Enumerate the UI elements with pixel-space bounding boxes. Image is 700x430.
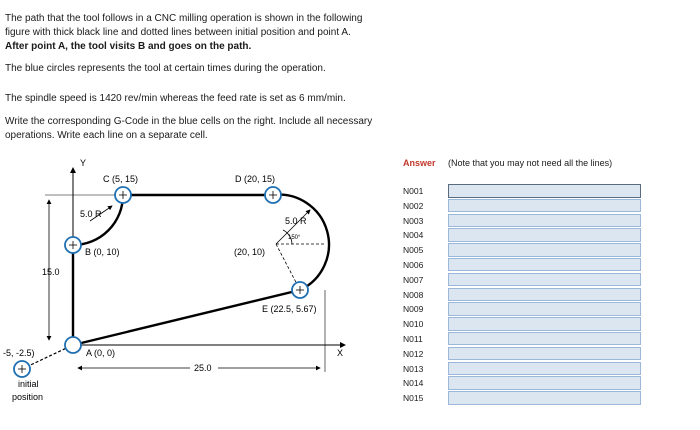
line-number: N005 (403, 245, 424, 256)
answer-cell[interactable] (448, 199, 641, 213)
answer-row (403, 273, 643, 288)
answer-cell[interactable] (448, 273, 641, 287)
line-number: N007 (403, 274, 424, 285)
instruction-line-4: The blue circles represents the tool at certain times during the operation. (5, 63, 326, 74)
point-c-label: C (5, 15) (103, 174, 139, 184)
instruction-line-3: After point A, the tool visits B and goes on the path. (5, 41, 252, 52)
radius-left-label: 5.0 R (80, 209, 102, 219)
line-number: N010 (403, 319, 424, 330)
answer-cell[interactable] (448, 376, 641, 390)
line-number: N001 (403, 186, 424, 196)
width-dimension-label: 25.0 (194, 363, 212, 373)
answer-cell[interactable] (448, 302, 641, 316)
answer-cell[interactable] (448, 228, 641, 242)
answer-cell[interactable] (448, 184, 641, 198)
line-number: N012 (403, 348, 424, 359)
center-point-label: (20, 10) (234, 247, 266, 257)
answer-row (403, 376, 643, 391)
answer-row (403, 332, 643, 347)
y-axis-label: Y (80, 158, 87, 168)
position-label: position (12, 392, 44, 402)
answer-row (403, 199, 643, 214)
answer-cell[interactable] (448, 243, 641, 257)
instruction-line-1: The path that the tool follows in a CNC milling operation is shown in the following (5, 13, 363, 24)
line-number: N004 (403, 230, 424, 241)
instruction-line-2: figure with thick black line and dotted lines between initial position and point A. (5, 27, 351, 38)
answer-label: Answer (403, 158, 436, 168)
line-number: N014 (403, 378, 424, 389)
line-number: N006 (403, 259, 424, 270)
answer-cell[interactable] (448, 347, 641, 361)
answer-row (403, 243, 643, 258)
line-number: N002 (403, 200, 424, 211)
answer-cell[interactable] (448, 214, 641, 228)
answer-row (403, 317, 643, 332)
instruction-line-7: operations. Write each line on a separate cell. (5, 130, 208, 141)
x-axis-label: X (337, 348, 344, 358)
answer-row (403, 184, 643, 199)
line-number: N013 (403, 363, 424, 374)
answer-cell[interactable] (448, 332, 641, 346)
answer-cell[interactable] (448, 391, 641, 405)
answer-cell[interactable] (448, 362, 641, 376)
answer-header (403, 158, 612, 168)
instruction-line-6: Write the corresponding G-Code in the blue cells on the right. Include all necessary (5, 116, 373, 127)
height-dimension-label: 15.0 (42, 267, 60, 277)
instruction-line-5: The spindle speed is 1420 rev/min whereas the feed rate is set as 6 mm/min. (5, 93, 346, 104)
initial-label: initial (18, 379, 39, 389)
answer-row (403, 258, 643, 273)
line-number: N008 (403, 289, 424, 300)
answer-row (403, 302, 643, 317)
initial-point-label: -5, -2.5) (3, 348, 35, 358)
point-a-label: A (0, 0) (86, 348, 116, 358)
answer-row (403, 391, 643, 406)
line-number: N003 (403, 215, 424, 226)
answer-row (403, 362, 643, 377)
answer-row (403, 228, 643, 243)
point-e-label: E (22.5, 5.67) (262, 304, 317, 314)
answer-cell[interactable] (448, 258, 641, 272)
line-number: N011 (403, 333, 423, 344)
answer-cell[interactable] (448, 288, 641, 302)
line-number: N015 (403, 393, 424, 404)
tool-circle-a (65, 337, 81, 353)
radius-right-label: 5.0 R (285, 216, 307, 226)
answer-row (403, 214, 643, 229)
answer-note: (Note that you may not need all the lines) (448, 158, 613, 168)
answer-row (403, 288, 643, 303)
angle-label: 150° (288, 235, 301, 241)
answer-grid (403, 184, 643, 406)
point-d-label: D (20, 15) (235, 174, 276, 184)
answer-row (403, 347, 643, 362)
point-b-label: B (0, 10) (85, 247, 120, 257)
answer-cell[interactable] (448, 317, 641, 331)
line-number: N009 (403, 304, 424, 315)
